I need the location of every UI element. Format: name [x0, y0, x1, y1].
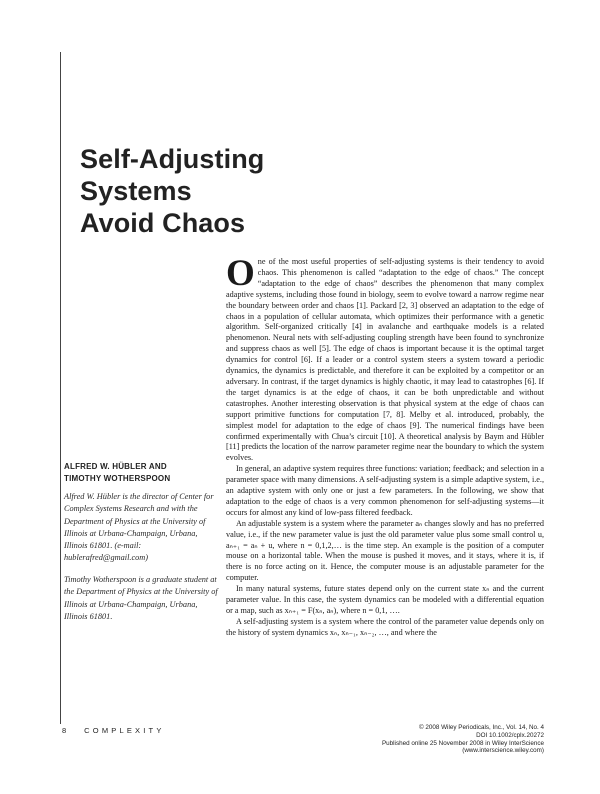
published-line: Published online 25 November 2008 in Wiley InterScience: [381, 739, 544, 747]
author-bio-wotherspoon: Timothy Wotherspoon is a graduate student at the Department of Physics at the University of Illinois at Urbana-Champaign, Urbana, Illinois 61801.: [64, 575, 218, 621]
drop-cap: O: [226, 257, 255, 294]
journal-name: COMPLEXITY: [84, 726, 165, 735]
page-number: 8: [62, 726, 67, 735]
paragraph-1-text: ne of the most useful properties of self-adjusting systems is their tendency to avoid chaos. This phenomenon is called “adaptation to the edge of chaos.” The concept “adaptation to the edge of chaos” describes the phenomenon that many complex adaptive systems, including those found in biology, seem to evolve toward a narrow regime near the boundary between order and chaos [1]. Packard [2, 3] observed an adaptation to the edge of chaos in a population of cellular automata, which optimizes their performance with a genetic algorithm. Self-organized critically [4] in avalanche and earthquake models is a related phenomenon. Neural nets with self-adjusting coupling strength have been found to synchronize and suppress chaos as well [5]. The edge of chaos is important because it is the optimal target dynamics for control [6]. If a leader or a control system steers a system toward a periodic dynamics, the dynamics is predictable, and therefore it can be exploited by a competitor or an adversary. In contrast, if the target dynamics is highly chaotic, it may lead to catastrophes [6]. If the target dynamics is at the edge of chaos, it can be both unpredictable and without catastrophes. Another interesting observation is that physical system at the edge of chaos can support primitive functions for computation [7, 8]. Melby et al. introduced, probably, the simplest model for adaptation to the edge of chaos [9]. The numerical findings have been confirmed experimentally with Chua’s circuit [10]. A theoretical analysis by Baym and Hübler [11] predicts the location of the narrow parameter regime near the boundary to which the system evolves.: [226, 257, 544, 463]
author-line-1: ALFRED W. HÜBLER AND: [64, 462, 167, 471]
paragraph-3: An adjustable system is a system where the parameter aₙ changes slowly and has no preferred value, i.e., if the new parameter value is just the old parameter value plus some small control u, aₙ₊₁ = aₙ + u, where n = 0,1,2,… is the time step. An example is the position of a computer mouse on a horizontal table. When the mouse is pushed it moves, and it stays, where it is, if there is no force acting on it. Hence, the computer mouse is an adjustable parameter for the computer.: [226, 518, 544, 583]
copyright-line: © 2008 Wiley Periodicals, Inc., Vol. 14, No. 4: [418, 724, 544, 731]
doi-line: DOI 10.1002/cplx.20272: [476, 731, 544, 739]
paragraph-5: A self-adjusting system is a system where the control of the parameter value depends only on the history of system dynamics xₙ, xₙ₋₁, xₙ₋₂, …, and where the: [226, 616, 544, 637]
publication-info: [314, 724, 544, 755]
author-bio-hubler: Alfred W. Hübler is the director of Center for Complex Systems Research and with the Department of Physics at the University of Illinois at Urbana-Champaign, Urbana, Illinois 61801. (e-mail: hublerafred@gmail.com): [64, 492, 214, 563]
title-line-2: Avoid Chaos: [80, 208, 246, 238]
author-list: [64, 461, 214, 485]
url-line: (www.interscience.wiley.com): [462, 747, 544, 755]
title-line-1: Self-Adjusting Systems: [80, 144, 265, 206]
margin-rule: [60, 52, 61, 724]
paragraph-4: In many natural systems, future states depend only on the current state xₙ and the current parameter value. In this case, the system dynamics can be modeled with a differential equation or a map, such as xₙ₊₁ = F(xₙ, aₙ), where n = 0,1, ….: [226, 584, 544, 615]
article-body: [226, 257, 544, 707]
paragraph-1: [226, 257, 544, 464]
author-line-2: TIMOTHY WOTHERSPOON: [64, 474, 171, 483]
page-footer: [62, 726, 165, 735]
article-title: [80, 143, 380, 239]
paragraph-2: In general, an adaptive system requires three functions: variation; feedback; and selection in a parameter space with many dimensions. A self-adjusting system is a simple adaptive system, i.e., an adaptive system with only one or just a few parameters. In the following, we show that adaptation to the edge of chaos is a very common phenomenon for self-adjusting systems—it occurs for almost any kind of low-pass filtered feedback.: [226, 464, 544, 517]
